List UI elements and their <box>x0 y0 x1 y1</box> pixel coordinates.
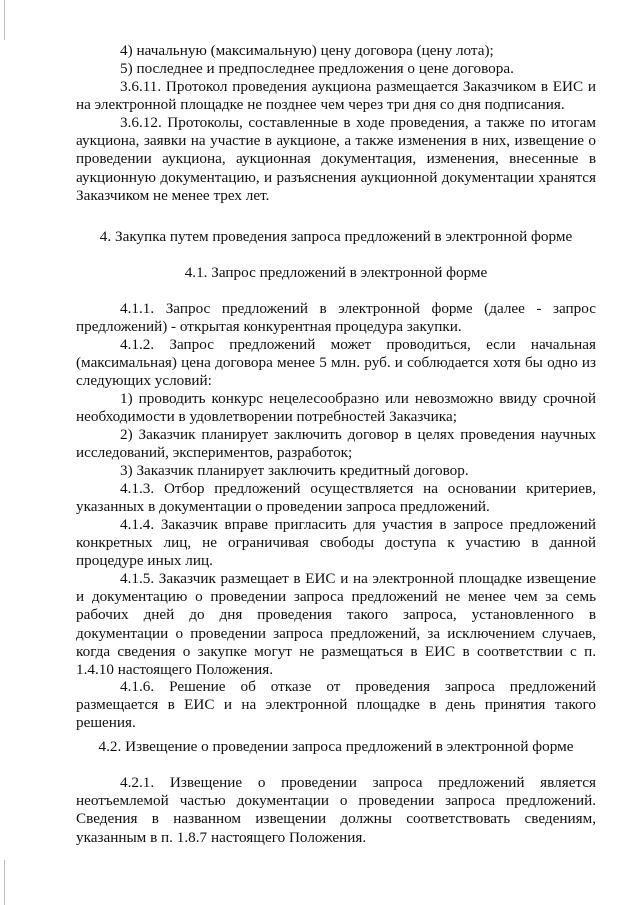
scan-edge-line-top <box>4 0 5 40</box>
scan-edge-line-bottom <box>4 860 5 905</box>
paragraph-4-1-2: 4.1.2. Запрос предложений может проводиться, если начальная (максимальная) цена договора менее 5 млн. руб. и соблюдается хотя бы одно из следующих условий: <box>76 336 596 390</box>
paragraph-4-1-6: 4.1.6. Решение об отказе от проведения запроса предложений размещается в ЕИС и на электронной площадке в день принятия такого решения. <box>76 678 596 732</box>
paragraph-3-6-12: 3.6.12. Протоколы, составленные в ходе проведения, а также по итогам аукциона, заявки на участие в аукционе, а также изменения в них, извещение о проведении аукциона, аукционная документация, изменения, внесенные в аукционную документацию, и разъяснения аукционной документации хранятся Заказчиком не менее трех лет. <box>76 114 596 204</box>
section-heading-4: 4. Закупка путем проведения запроса предложений в электронной форме <box>99 228 573 245</box>
subsection-heading-4-1: 4.1. Запрос предложений в электронной форме <box>184 264 488 281</box>
subsection-heading-4-2: 4.2. Извещение о проведении запроса предложений в электронной форме <box>98 738 574 755</box>
list-item-4: 4) начальную (максимальную) цену договора (цену лота); <box>120 42 494 59</box>
condition-1: 1) проводить конкурс нецелесообразно или невозможно ввиду срочной необходимости в удовлетворении потребностей Заказчика; <box>76 390 596 426</box>
list-item-5: 5) последнее и предпоследнее предложения о цене договора. <box>120 60 514 77</box>
paragraph-4-1-5: 4.1.5. Заказчик размещает в ЕИС и на электронной площадке извещение и документацию о проведении запроса предложений не менее чем за семь рабочих дней до дня проведения такого запроса, установленного в документации о проведении запроса предложений, за исключением случаев, когда сведения о закупке могут не размещаться в ЕИС в соответствии с п. 1.4.10 настоящего Положения. <box>76 570 596 679</box>
paragraph-4-1-3: 4.1.3. Отбор предложений осуществляется на основании критериев, указанных в документации о проведении запроса предложений. <box>76 480 596 516</box>
paragraph-4-1-4: 4.1.4. Заказчик вправе пригласить для участия в запросе предложений конкретных лиц, не ограничивая свободы доступа к участию в данной процедуре иных лиц. <box>76 516 596 570</box>
paragraph-3-6-11: 3.6.11. Протокол проведения аукциона размещается Заказчиком в ЕИС и на электронной площадке не позднее чем через три дня со дня подписания. <box>76 78 596 114</box>
paragraph-4-2-1: 4.2.1. Извещение о проведении запроса предложений является неотъемлемой частью документации о проведении запроса предложений. Сведения в названном извещении должны соответствовать сведениям, указанным в п. 1.8.7 настоящего Положения. <box>76 774 596 846</box>
condition-2: 2) Заказчик планирует заключить договор в целях проведения научных исследований, экспериментов, разработок; <box>76 426 596 462</box>
condition-3: 3) Заказчик планирует заключить кредитный договор. <box>120 462 469 479</box>
paragraph-4-1-1: 4.1.1. Запрос предложений в электронной форме (далее - запрос предложений) - открытая конкурентная процедура закупки. <box>76 300 596 336</box>
